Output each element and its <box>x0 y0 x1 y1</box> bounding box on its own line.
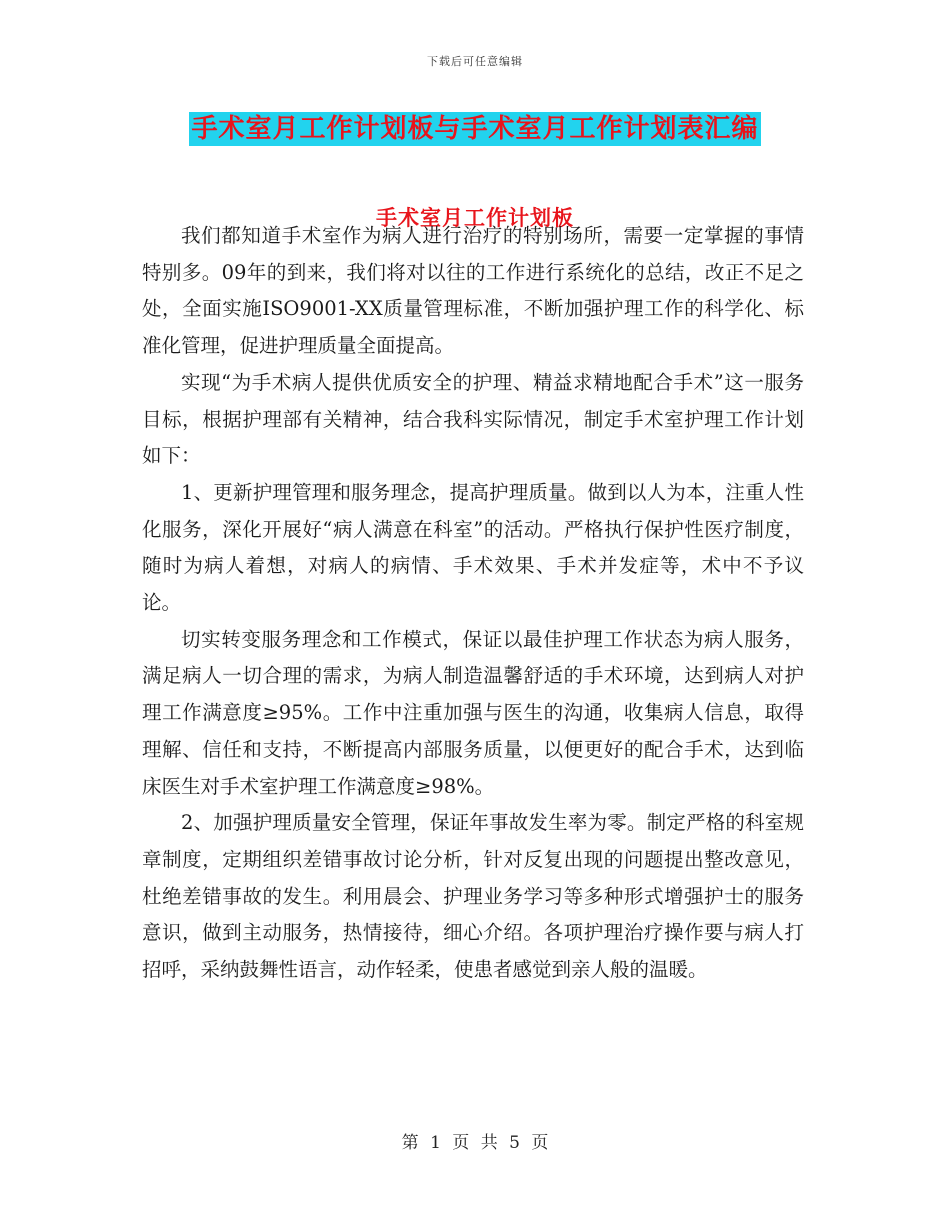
paragraph-service-mode: 切实转变服务理念和工作模式，保证以最佳护理工作状态为病人服务，满足病人一切合理的需求，为病人制造温馨舒适的手术环境，达到病人对护理工作满意度≥95%。工作中注重加强与医生的沟通，收集病人信息，取得理解、信任和支持，不断提高内部服务质量，以便更好的配合手术，达到临床医生对手术室护理工作满意度≥98%。 <box>142 627 804 798</box>
paragraph-item-1: 1、更新护理管理和服务理念，提高护理质量。做到以人为本，注重人性化服务，深化开展好“病人满意在科室”的活动。严格执行保护性医疗制度，随时为病人着想，对病人的病情、手术效果、手术并发症等，术中不予议论。 <box>142 480 804 615</box>
document-body <box>142 218 804 989</box>
page-header-note: 下载后可任意编辑 <box>427 55 523 68</box>
section-title: 手术室月工作计划板 <box>376 205 574 230</box>
document-title-container <box>0 112 950 146</box>
paragraph-goal: 实现“为手术病人提供优质安全的护理、精益求精地配合手术”这一服务目标，根据护理部有关精神，结合我科实际情况，制定手术室护理工作计划如下： <box>142 370 804 468</box>
paragraph-intro: 我们都知道手术室作为病人进行治疗的特别场所，需要一定掌握的事情特别多。09年的到来，我们将对以往的工作进行系统化的总结，改正不足之处，全面实施ISO9001-XX质量管理标准，不断加强护理工作的科学化、标准化管理，促进护理质量全面提高。 <box>142 224 804 358</box>
document-title: 手术室月工作计划板与手术室月工作计划表汇编 <box>191 114 759 144</box>
page-footer-pagination: 第 1 页 共 5 页 <box>401 1133 549 1153</box>
paragraph-item-2: 2、加强护理质量安全管理，保证年事故发生率为零。制定严格的科室规章制度，定期组织差错事故讨论分析，针对反复出现的问题提出整改意见，杜绝差错事故的发生。利用晨会、护理业务学习等多种形式增强护士的服务意识，做到主动服务，热情接待，细心介绍。各项护理治疗操作要与病人打招呼，采纳鼓舞性语言，动作轻柔，使患者感觉到亲人般的温暖。 <box>142 811 804 982</box>
